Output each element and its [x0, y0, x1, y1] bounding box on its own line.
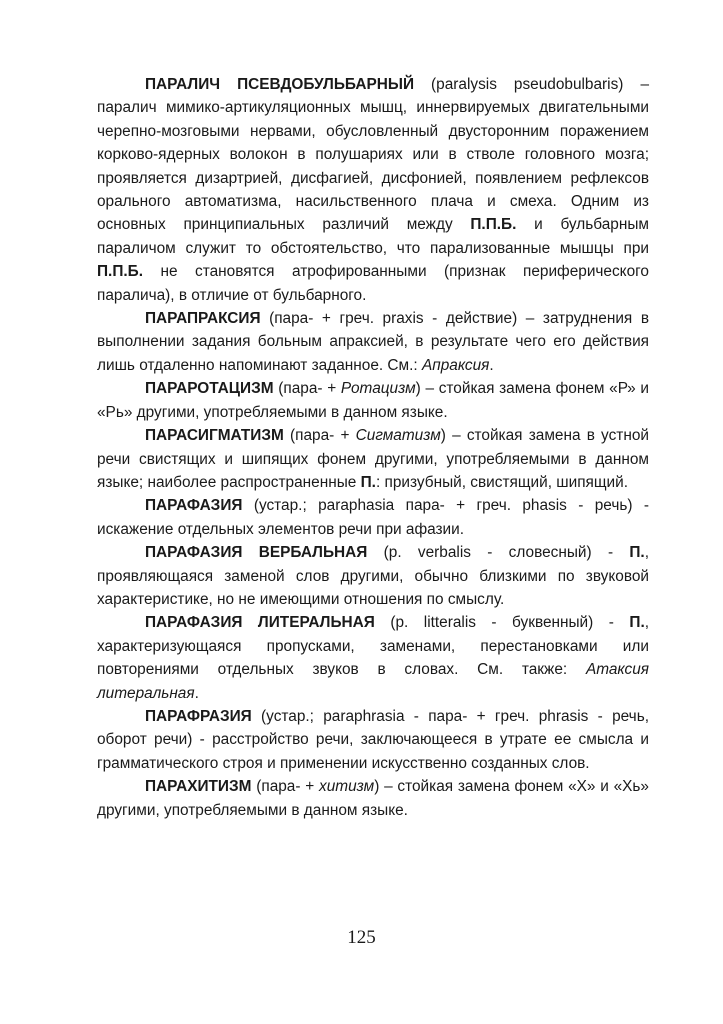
entry-parafaziya: [97, 494, 649, 541]
entry-text: (пара- + греч. praxis - действие) – затруднения в выполнении задания больным апраксией, в результате чего его действия лишь отдаленно напоминают заданное. См.:: [97, 310, 649, 374]
entry-term: ПАРАРОТАЦИЗМ: [145, 380, 274, 398]
cross-reference-link[interactable]: Ротацизм: [340, 380, 416, 398]
entry-text: (пара- +: [273, 380, 341, 398]
entry-paralich-psevdobulbarny: [97, 73, 649, 307]
entry-term: ПАРАФАЗИЯ ЛИТЕРАЛЬНАЯ: [145, 614, 375, 632]
entry-text: ) – стойкая замена в устной речи свистящих и шипящих фонем другими, употребляемыми в данном языке; наиболее распространенные: [97, 427, 649, 491]
entry-term: ПАРАХИТИЗМ: [145, 778, 252, 796]
abbreviation-ref: П.: [629, 614, 645, 632]
dictionary-page: [97, 73, 649, 822]
entry-pararotacizm: [97, 377, 649, 424]
abbreviation-ref: П.: [629, 544, 645, 562]
entry-term: ПАРАСИГМАТИЗМ: [145, 427, 284, 445]
entry-text: (устар.; paraphrasia - пара- + греч. phrasis - речь, оборот речи) - расстройство речи, заключающееся в утрате ее смысла и грамматического строя и применении искусственно созданных слов.: [97, 707, 649, 772]
entry-term: ПАРАФАЗИЯ ВЕРБАЛЬНАЯ: [145, 544, 368, 562]
cross-reference-link[interactable]: Сигматизм: [355, 427, 441, 445]
page-number: 125: [347, 927, 376, 948]
entry-term: ПАРАФАЗИЯ: [145, 497, 243, 515]
cross-reference-link[interactable]: Атаксия литеральная: [97, 661, 649, 702]
entry-text: (устар.; paraphasia пара- + греч. phasis - речь) - искажение отдельных элементов речи при афазии.: [97, 497, 649, 538]
entry-term: ПАРАЛИЧ ПСЕВДОБУЛЬБАРНЫЙ: [145, 76, 415, 93]
entry-text: ) – стойкая замена фонем «Р» и «Рь» другими, употребляемыми в данном языке.: [97, 380, 649, 421]
entry-parakhitizm: [97, 775, 649, 822]
abbreviation-ref: П.: [360, 473, 376, 491]
entry-parafaziya-verbalnaya: [97, 541, 649, 611]
entry-parafraziya: [97, 705, 649, 775]
entry-text: не становятся атрофированными (признак периферического паралича), в отличие от бульбарного.: [97, 263, 649, 304]
entry-text: (p. litteralis - буквенный) -: [374, 614, 630, 632]
entry-text: ) – стойкая замена фонем «Х» и «Хь» другими, употребляемыми в данном языке.: [97, 778, 649, 819]
entry-term: ПАРАФРАЗИЯ: [145, 707, 252, 725]
cross-reference-link[interactable]: Апраксия: [421, 356, 490, 374]
abbreviation-ref: П.П.Б.: [470, 216, 517, 234]
entry-text: .: [194, 684, 199, 702]
entry-text: и бульбарным параличом служит то обстоятельство, что парализованные мышцы при: [97, 216, 649, 257]
cross-reference-link[interactable]: хитизм: [319, 778, 375, 796]
entry-text: , проявляющаяся заменой слов другими, обычно близкими по звуковой характеристике, но не имеющими отношения по смыслу.: [97, 544, 649, 608]
entry-text: (пара- +: [283, 427, 356, 445]
abbreviation-ref: П.П.Б.: [97, 263, 144, 281]
entry-term: ПАРАПРАКСИЯ: [145, 310, 261, 328]
entry-text: .: [489, 356, 494, 374]
entry-text: (пара- +: [251, 778, 320, 796]
entry-parafaziya-literalnaya: [97, 611, 649, 705]
entry-text: (paralysis pseudobulbaris) – паралич мимико-артикуляционных мышц, иннервируемых двигательными черепно-мозговыми нервами, обусловленный двусторонним поражением корково-ядерных волокон в полушариях или в стволе головного мозга; проявляется дизартрией, дисфагией, дисфонией, появлением рефлексов орального автоматизма, насильственного плача и смеха. Одним из основных принципиальных различий между: [97, 76, 649, 234]
entry-parasigmatizm: [97, 424, 649, 494]
entry-text: : призубный, свистящий, шипящий.: [375, 473, 628, 491]
entry-parapraksiya: [97, 307, 649, 377]
entry-text: (p. verbalis - словесный) -: [367, 544, 630, 562]
entry-text: , характеризующаяся пропусками, заменами, перестановками или повторениями отдельных звуков в словах. См. также:: [97, 614, 650, 679]
